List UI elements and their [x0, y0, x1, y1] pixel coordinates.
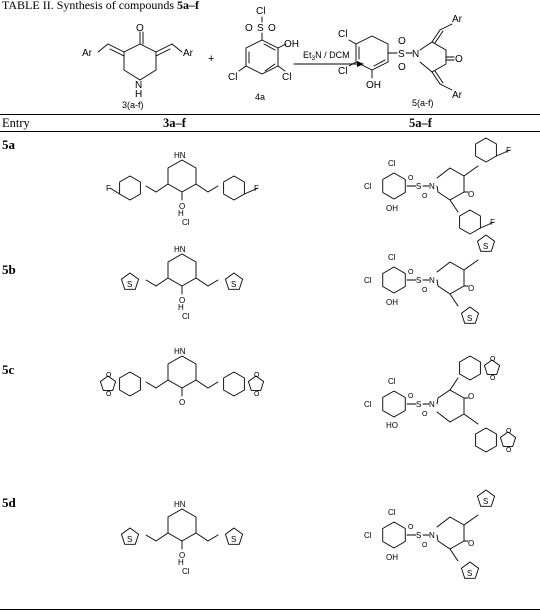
entry-label-5b: 5b: [2, 262, 16, 277]
fluoro-label: F: [506, 146, 511, 155]
thiophene-s-label: S: [127, 535, 133, 544]
sulfonyl-o-label: O: [408, 524, 414, 531]
dioxole-o-label: O: [254, 391, 260, 398]
piperidine-n-label: N: [429, 400, 435, 409]
ketone-o-label: O: [179, 398, 186, 407]
column-header-reactant: 3a–f: [163, 116, 186, 130]
ketone-o-label: O: [136, 23, 144, 34]
hcl-cl-label: Cl: [182, 312, 190, 321]
svg-text:O: O: [245, 23, 253, 34]
fluoro-label: F: [106, 184, 111, 193]
entry-label-5d: 5d: [2, 495, 16, 510]
column-header-entry: Entry: [2, 116, 30, 130]
sulfonyl-s-label: S: [416, 531, 422, 540]
aryl-cl-label: Cl: [364, 400, 372, 409]
ketone-o-label: O: [468, 284, 475, 293]
caption-compounds: 5a–f: [177, 0, 200, 12]
thiophene-s-label: S: [483, 497, 489, 506]
thiophene-s-label: S: [467, 314, 473, 323]
piperidine-n-label: N: [429, 531, 435, 540]
svg-text:N: N: [412, 49, 420, 60]
piperidine-nh-label: HN: [174, 500, 186, 509]
ketone-o-label: O: [179, 551, 186, 560]
aryl-cl-label: Cl: [388, 159, 396, 168]
dioxole-o-label: O: [106, 391, 112, 398]
svg-text:Cl: Cl: [228, 72, 238, 83]
aryl-cl-label: Cl: [364, 182, 372, 191]
reagent-conditions: $Et_3N$ / DCM: [303, 50, 350, 62]
ketone-o-label: O: [179, 202, 186, 211]
reactant-label: 3(a-f): [122, 100, 144, 110]
phenol-oh-label: OH: [386, 553, 398, 562]
aryl-cl-label: Cl: [388, 253, 396, 262]
sulfonyl-cl-label: Cl: [256, 6, 266, 17]
svg-text:O: O: [268, 23, 276, 34]
thiophene-s-label: S: [231, 535, 237, 544]
aryl-cl-label: Cl: [388, 377, 396, 386]
hcl-h-label: H: [178, 558, 184, 567]
amine-h-label: H: [135, 89, 143, 100]
piperidine-nh-label: HN: [174, 151, 186, 160]
sulfonyl-s-label: S: [257, 23, 264, 34]
sulfonyl-s-label: S: [416, 182, 422, 191]
table-bottom-rule: [0, 609, 540, 610]
ketone-o-label: O: [468, 190, 475, 199]
piperidine-nh-label: HN: [174, 245, 186, 254]
aryl-cl-label: Cl: [364, 531, 372, 540]
thiophene-s-label: S: [231, 280, 237, 289]
svg-text:Cl: Cl: [282, 72, 292, 83]
phenol-oh-label: OH: [284, 39, 299, 50]
sulfonyl-o-label: O: [422, 542, 428, 549]
sulfonyl-o-label: O: [408, 269, 414, 276]
ketone-o-label: O: [179, 296, 186, 305]
dioxole-o-label: O: [490, 356, 496, 363]
piperidine-nh-label: HN: [174, 347, 186, 356]
hcl-h-label: H: [178, 303, 184, 312]
ar-label-left: Ar: [82, 48, 92, 59]
svg-text:Cl: Cl: [338, 66, 348, 77]
caption-text: TABLE II. Synthesis of compounds: [2, 0, 178, 12]
ketone-o-label: O: [468, 392, 475, 401]
dioxole-o-label: O: [490, 375, 496, 382]
thiophene-s-label: S: [127, 280, 133, 289]
phenol-oh-label: OH: [386, 298, 398, 307]
thiophene-s-label: S: [467, 569, 473, 578]
fluoro-label: F: [254, 184, 259, 193]
fluoro-label: F: [490, 218, 495, 227]
svg-text:S: S: [398, 49, 405, 60]
aryl-cl-label: Cl: [364, 276, 372, 285]
svg-text:Ar: Ar: [452, 14, 462, 25]
amine-n-label: N: [135, 80, 143, 91]
svg-text:O: O: [455, 54, 463, 65]
dioxole-o-label: O: [254, 372, 260, 379]
svg-text:Ar: Ar: [452, 90, 462, 101]
column-header-product: 5a–f: [409, 116, 432, 130]
thiophene-s-label: S: [483, 242, 489, 251]
entry-label-5c: 5c: [2, 362, 15, 377]
piperidine-n-label: N: [429, 276, 435, 285]
product-label: 5(a-f): [412, 98, 434, 108]
sulfonyl-o-label: O: [422, 193, 428, 200]
reagent-label: 4a: [255, 92, 266, 102]
entry-label-5a: 5a: [2, 137, 15, 152]
sulfonyl-s-label: S: [416, 400, 422, 409]
hcl-cl-label: Cl: [182, 218, 190, 227]
svg-text:Cl: Cl: [338, 29, 348, 40]
phenol-oh-label: OH: [386, 204, 398, 213]
phenol-oh-label: HO: [386, 421, 398, 430]
svg-text:OH: OH: [366, 80, 381, 91]
sulfonyl-o-label: O: [408, 393, 414, 400]
hcl-h-label: H: [178, 209, 184, 218]
ar-label-right: Ar: [183, 48, 193, 59]
svg-text:O: O: [398, 36, 406, 47]
aryl-cl-label: Cl: [388, 508, 396, 517]
dioxole-o-label: O: [106, 372, 112, 379]
sulfonyl-o-label: O: [422, 287, 428, 294]
sulfonyl-o-label: O: [422, 411, 428, 418]
piperidine-n-label: N: [429, 182, 435, 191]
dioxole-o-label: O: [506, 428, 512, 435]
sulfonyl-s-label: S: [416, 276, 422, 285]
sulfonyl-o-label: O: [408, 175, 414, 182]
hcl-cl-label: Cl: [182, 567, 190, 576]
svg-text:O: O: [398, 62, 406, 73]
ketone-o-label: O: [468, 539, 475, 548]
dioxole-o-label: O: [506, 447, 512, 454]
plus-sign: +: [208, 53, 215, 65]
